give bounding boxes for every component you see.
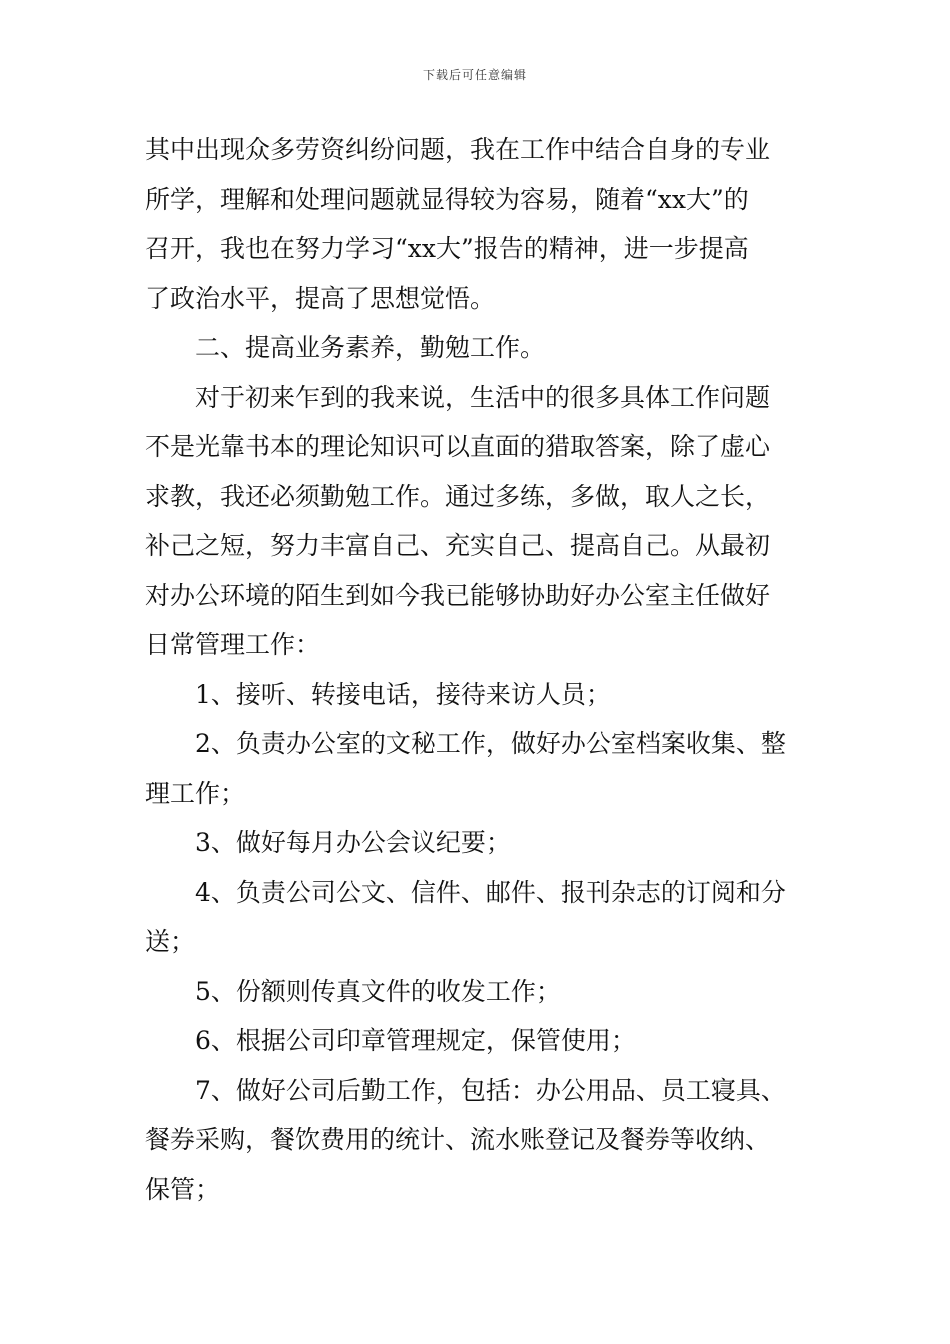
text-line: 召开，我也在努力学习“xx大”报告的精神，进一步提高 (145, 234, 749, 263)
list-item: 3、做好每月办公会议纪要； (195, 828, 511, 857)
list-item: 1、接听、转接电话，接待来访人员； (195, 679, 611, 709)
text-line: 补己之短，努力丰富自己、充实自己、提高自己。从最初 (145, 531, 771, 560)
document-body (145, 125, 810, 1214)
text-line: 求教，我还必须勤勉工作。通过多练，多做，取人之长， (145, 481, 771, 511)
list-item-continuation: 送； (145, 927, 196, 956)
list-item: 7、做好公司后勤工作，包括：办公用品、员工寝具、 (195, 1075, 786, 1105)
list-item: 4、负责公司公文、信件、邮件、报刊杂志的订阅和分 (195, 877, 786, 907)
text-line: 不是光靠书本的理论知识可以直面的猎取答案，除了虚心 (145, 432, 771, 461)
list-item: 2、负责办公室的文秘工作，做好办公室档案收集、整 (195, 729, 786, 758)
list-item: 5、份额则传真文件的收发工作； (195, 976, 561, 1006)
page-header-note: 下载后可任意编辑 (422, 68, 527, 82)
text-line: 对办公环境的陌生到如今我已能够协助好办公室主任做好 (145, 580, 771, 610)
list-item-continuation: 保管； (145, 1174, 221, 1204)
text-line: 了政治水平，提高了思想觉悟。 (145, 283, 496, 313)
text-line: 其中出现众多劳资纠纷问题，我在工作中结合自身的专业 (145, 135, 771, 164)
text-line: 所学，理解和处理问题就显得较为容易，随着“xx大”的 (145, 184, 749, 214)
section-heading: 二、提高业务素养，勤勉工作。 (195, 333, 546, 362)
text-line: 日常管理工作： (145, 630, 321, 659)
list-item-continuation: 理工作； (145, 778, 246, 808)
list-item: 6、根据公司印章管理规定，保管使用； (195, 1026, 636, 1055)
list-item-continuation: 餐券采购，餐饮费用的统计、流水账登记及餐券等收纳、 (145, 1125, 771, 1154)
text-line: 对于初来乍到的我来说，生活中的很多具体工作问题 (195, 382, 771, 412)
